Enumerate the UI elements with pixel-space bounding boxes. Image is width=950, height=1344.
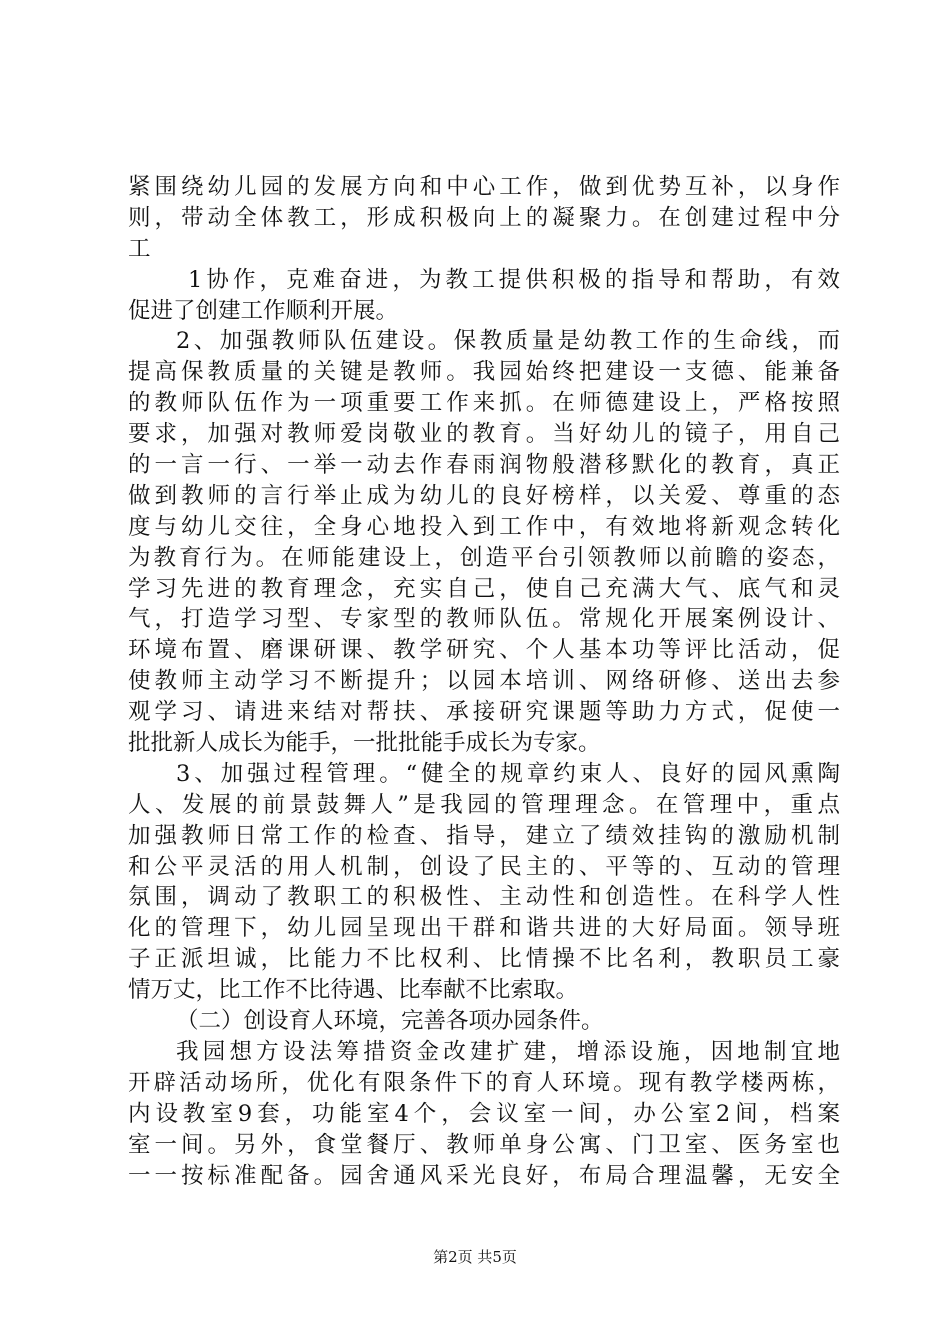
text-line: 观学习、请进来结对帮扶、承接研究课题等助力方式，促使一	[128, 699, 840, 726]
text-line: 化的管理下，幼儿园呈现出干群和谐共进的大好局面。领导班	[128, 915, 840, 942]
text-line: 使教师主动学习不断提升；以园本培训、网络研修、送出去参	[128, 668, 840, 695]
text-line: 做到教师的言行举止成为幼儿的良好榜样，以关爱、尊重的态	[128, 482, 840, 509]
text-line: 提高保教质量的关键是教师。我园始终把建设一支德、能兼备	[128, 359, 840, 386]
text-line: 内设教室9套，功能室4个，会议室一间，办公室2间，档案	[128, 1100, 840, 1127]
page-footer	[0, 1247, 950, 1267]
document-body	[128, 172, 840, 1191]
text-line: 开辟活动场所，优化有限条件下的育人环境。现有教学楼两栋，	[128, 1069, 840, 1096]
text-line: 学习先进的教育理念，充实自己，使自己充满大气、底气和灵	[128, 575, 840, 602]
text-line: 批批新人成长为能手，一批批能手成长为专家。	[128, 730, 601, 757]
text-line: 则，带动全体教工，形成积极向上的凝聚力。在创建过程中分	[128, 204, 840, 231]
text-line: 2、加强教师队伍建设。保教质量是幼教工作的生命线，而	[176, 328, 840, 355]
text-line: 度与幼儿交往，全身心地投入到工作中，有效地将新观念转化	[128, 513, 840, 540]
text-line: 1协作，克难奋进，为教工提供积极的指导和帮助，有效	[188, 266, 840, 293]
text-line: 氛围，调动了教职工的积极性、主动性和创造性。在科学人性	[128, 884, 840, 911]
text-line: 子正派坦诚，比能力不比权利、比情操不比名利，教职员工豪	[128, 946, 840, 973]
text-line: 室一间。另外，食堂餐厅、教师单身公寓、门卫室、医务室也	[128, 1131, 840, 1158]
text-line: 我园想方设法筹措资金改建扩建，增添设施，因地制宜地	[176, 1038, 840, 1065]
text-line: 紧围绕幼儿园的发展方向和中心工作，做到优势互补，以身作	[128, 174, 840, 200]
text-line: 气，打造学习型、专家型的教师队伍。常规化开展案例设计、	[128, 606, 840, 633]
text-line: 的教师队伍作为一项重要工作来抓。在师德建设上，严格按照	[128, 390, 840, 417]
text-line: 加强教师日常工作的检查、指导，建立了绩效挂钩的激励机制	[128, 822, 840, 849]
text-line: 一一按标准配备。园舍通风采光良好，布局合理温馨，无安全	[128, 1162, 840, 1189]
text-line: 促进了创建工作顺利开展。	[128, 297, 399, 324]
text-line: 环境布置、磨课研课、教学研究、个人基本功等评比活动，促	[128, 637, 840, 664]
text-line: 和公平灵活的用人机制，创设了民主的、平等的、互动的管理	[128, 853, 840, 880]
text-line: 要求，加强对教师爱岗敬业的教育。当好幼儿的镜子，用自己	[128, 421, 840, 448]
text-line: （二）创设育人环境，完善各项办园条件。	[176, 1008, 604, 1035]
text-line: 情万丈，比工作不比待遇、比奉献不比索取。	[128, 977, 579, 1004]
page-number: 第2页 共5页	[433, 1248, 517, 1266]
text-line: 为教育行为。在师能建设上，创造平台引领教师以前瞻的姿态，	[128, 544, 840, 571]
text-line: 工	[128, 235, 151, 262]
text-line: 3、加强过程管理。“健全的规章约束人、良好的园风熏陶	[176, 760, 840, 787]
text-line: 的一言一行、一举一动去作春雨润物般潜移默化的教育，真正	[128, 452, 840, 479]
text-line: 人、发展的前景鼓舞人”是我园的管理理念。在管理中，重点	[128, 791, 840, 818]
